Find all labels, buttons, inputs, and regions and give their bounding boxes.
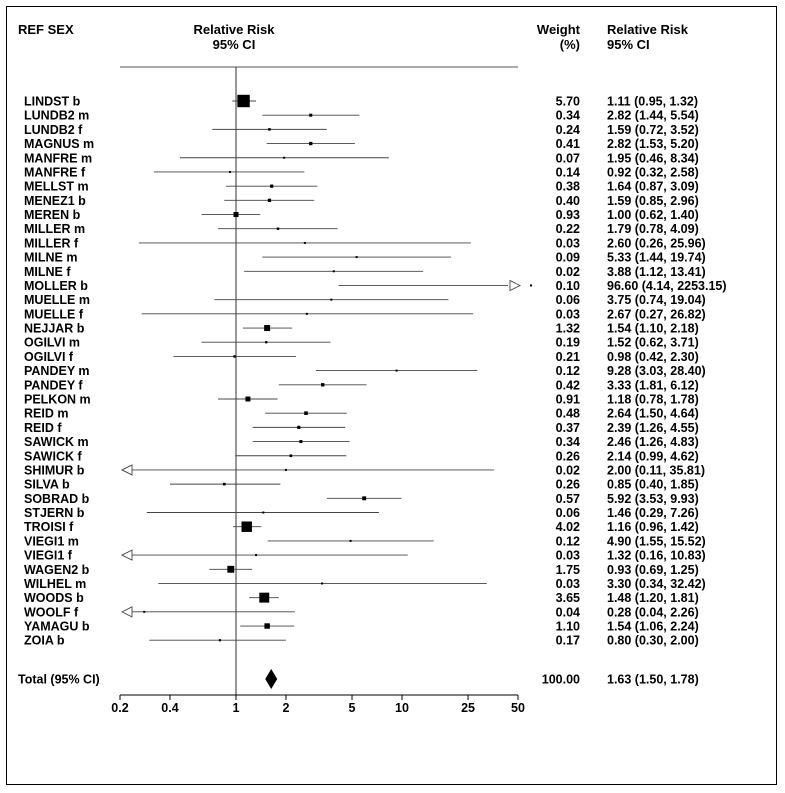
study-label: NEJJAR b [24,321,85,336]
study-weight: 0.40 [555,193,580,208]
x-tick-label: 2 [282,701,290,715]
study-label: MILLER f [24,236,79,251]
study-rr-ci: 1.48 (1.20, 1.81) [607,591,699,606]
study-weight: 0.03 [555,307,580,322]
point-estimate [268,128,271,131]
study-rr-ci: 0.28 (0.04, 2.26) [607,605,699,620]
study-weight: 0.07 [555,151,580,166]
total-diamond [265,669,277,689]
study-label: TROISI f [24,520,74,535]
study-rr-ci: 96.60 (4.14, 2253.15) [607,278,727,293]
study-rr-ci: 1.11 (0.95, 1.32) [607,94,699,109]
point-estimate [299,440,302,443]
study-rr-ci: 3.30 (0.34, 32.42) [607,576,706,591]
study-weight: 0.03 [555,236,580,251]
study-label: SAWICK f [24,449,82,464]
header-weight: Weight [536,22,580,37]
study-weight: 0.02 [555,264,580,279]
study-rr-ci: 2.82 (1.53, 5.20) [607,137,699,152]
study-weight: 0.03 [555,576,580,591]
point-estimate [285,469,287,471]
study-rr-ci: 1.79 (0.78, 4.09) [607,222,699,237]
study-rr-ci: 2.39 (1.26, 4.55) [607,420,699,435]
study-weight: 0.24 [555,122,580,137]
study-label: MILNE m [24,250,78,265]
x-tick-label: 0.2 [111,701,129,715]
point-estimate [306,313,308,315]
point-estimate [333,270,335,272]
study-weight: 1.75 [555,562,580,577]
study-label: STJERN b [24,506,85,521]
study-rr-ci: 2.00 (0.11, 35.81) [607,463,705,478]
ci-clip-arrow-left [122,607,132,617]
study-weight: 0.34 [555,108,580,123]
study-rr-ci: 1.52 (0.62, 3.71) [607,335,699,350]
study-weight: 0.21 [555,349,580,364]
study-rr-ci: 1.16 (0.96, 1.42) [607,520,699,535]
study-rr-ci: 1.59 (0.72, 3.52) [607,122,699,137]
study-weight: 0.48 [555,406,580,421]
study-label: MOLLER b [24,278,88,293]
study-weight: 0.12 [555,534,580,549]
study-weight: 0.14 [555,165,580,180]
header-rr-column-ci: 95% CI [607,37,650,52]
study-label: WILHEL m [24,576,87,591]
point-estimate [219,639,221,641]
x-tick-label: 0.4 [161,701,179,715]
point-estimate [223,483,226,486]
x-tick-label: 1 [232,701,240,715]
point-estimate [362,496,366,500]
study-rr-ci: 1.00 (0.62, 1.40) [607,208,699,223]
study-rr-ci: 3.75 (0.74, 19.04) [607,293,706,308]
study-rr-ci: 1.59 (0.85, 2.96) [607,193,699,208]
point-estimate [245,397,250,402]
study-label: MANFRE m [24,151,93,166]
point-estimate [237,95,249,107]
study-weight: 0.03 [555,548,580,563]
point-estimate [262,512,264,514]
study-label: REID m [24,406,69,421]
study-rr-ci: 3.33 (1.81, 6.12) [607,378,699,393]
study-weight: 0.57 [555,491,580,506]
study-label: SOBRAD b [24,491,90,506]
x-tick-label: 50 [511,701,525,715]
point-estimate [259,593,269,603]
point-estimate [350,540,352,542]
study-weight: 0.06 [555,293,580,308]
header-rr-column: Relative Risk [607,22,688,37]
study-weight: 0.06 [555,506,580,521]
study-label: MILNE f [24,264,71,279]
study-label: WOODS b [24,591,84,606]
study-weight: 1.32 [555,321,580,336]
study-weight: 0.41 [555,137,580,152]
study-weight: 0.02 [555,463,580,478]
point-estimate [143,611,145,613]
study-weight: 0.26 [555,477,580,492]
point-estimate [356,256,358,258]
ci-clip-arrow-left [122,465,132,475]
study-weight: 5.70 [555,94,580,109]
study-weight: 0.37 [555,420,580,435]
study-label: SAWICK m [24,435,89,450]
study-weight: 4.02 [555,520,580,535]
study-weight: 0.91 [555,392,580,407]
study-label: VIEGI1 m [24,534,79,549]
study-rr-ci: 9.28 (3.03, 28.40) [607,364,706,379]
study-rr-ci: 2.64 (1.50, 4.64) [607,406,699,421]
study-rr-ci: 2.60 (0.26, 25.96) [607,236,706,251]
point-estimate [268,199,271,202]
study-label: OGILVI f [24,349,74,364]
study-rr-ci: 1.54 (1.06, 2.24) [607,619,699,634]
study-label: SHIMUR b [24,463,85,478]
x-tick-label: 10 [395,701,409,715]
study-label: YAMAGU b [24,619,90,634]
total-rr-ci: 1.63 (1.50, 1.78) [607,672,699,687]
point-estimate [530,284,532,286]
ci-clip-arrow-right [510,280,520,290]
study-weight: 0.38 [555,179,580,194]
study-label: ZOIA b [24,633,65,648]
study-label: MELLST m [24,179,89,194]
study-label: WAGEN2 b [24,562,90,577]
point-estimate [321,582,323,584]
point-estimate [309,114,312,117]
ci-clip-arrow-left [122,550,132,560]
study-label: MAGNUS m [24,137,95,152]
point-estimate [277,227,279,229]
x-tick-label: 25 [461,701,475,715]
study-weight: 3.65 [555,591,580,606]
study-rr-ci: 1.32 (0.16, 10.83) [607,548,706,563]
point-estimate [229,171,231,173]
study-rr-ci: 0.92 (0.32, 2.58) [607,165,699,180]
study-rr-ci: 0.93 (0.69, 1.25) [607,562,699,577]
study-weight: 0.04 [555,605,580,620]
study-rr-ci: 2.14 (0.99, 4.62) [607,449,699,464]
study-rr-ci: 3.88 (1.12, 13.41) [607,264,706,279]
study-rr-ci: 1.54 (1.10, 2.18) [607,321,699,336]
point-estimate [255,554,257,556]
study-weight: 0.19 [555,335,580,350]
study-label: PANDEY f [24,378,83,393]
study-label: MENEZ1 b [24,193,86,208]
study-weight: 0.93 [555,208,580,223]
study-weight: 0.22 [555,222,580,237]
total-weight: 100.00 [541,672,580,687]
x-axis [111,695,525,715]
study-weight: 0.26 [555,449,580,464]
study-label: SILVA b [24,477,70,492]
point-estimate [321,383,324,386]
header-weight-unit: (%) [559,37,580,52]
study-label: OGILVI m [24,335,81,350]
study-rr-ci: 0.80 (0.30, 2.00) [607,633,699,648]
header-ref-sex: REF SEX [18,22,74,37]
study-label: MILLER m [24,222,86,237]
study-rr-ci: 2.82 (1.44, 5.54) [607,108,699,123]
study-label: PELKON m [24,392,91,407]
study-label: MUELLE f [24,307,84,322]
study-weight: 0.09 [555,250,580,265]
point-estimate [309,142,312,145]
point-estimate [304,242,306,244]
study-label: VIEGI1 f [24,548,72,563]
total-label: Total (95% CI) [18,672,100,687]
study-rows [18,67,727,695]
point-estimate [290,454,293,457]
header-relative-risk: Relative Risk [193,22,275,37]
point-estimate [264,325,270,331]
point-estimate [304,411,308,415]
study-weight: 0.10 [555,278,580,293]
study-rr-ci: 0.98 (0.42, 2.30) [607,349,699,364]
study-weight: 1.10 [555,619,580,634]
study-label: REID f [24,420,62,435]
study-rr-ci: 4.90 (1.55, 15.52) [607,534,706,549]
point-estimate [330,299,332,301]
study-weight: 0.17 [555,633,580,648]
point-estimate [264,623,269,628]
study-label: MEREN b [24,208,81,223]
point-estimate [265,341,267,343]
study-label: MUELLE m [24,293,90,308]
study-rr-ci: 0.85 (0.40, 1.85) [607,477,699,492]
study-weight: 0.12 [555,364,580,379]
point-estimate [234,212,239,217]
point-estimate [233,355,235,357]
study-weight: 0.34 [555,435,580,450]
x-tick-label: 5 [348,701,356,715]
study-rr-ci: 1.18 (0.78, 1.78) [607,392,699,407]
study-rr-ci: 2.67 (0.27, 26.82) [607,307,706,322]
study-label: PANDEY m [24,364,90,379]
study-weight: 0.42 [555,378,580,393]
point-estimate [241,521,251,531]
study-label: LUNDB2 f [24,122,83,137]
point-estimate [297,426,300,429]
study-label: LUNDB2 m [24,108,90,123]
study-label: LINDST b [24,94,81,109]
point-estimate [396,370,398,372]
study-rr-ci: 1.95 (0.46, 8.34) [607,151,699,166]
point-estimate [270,185,273,188]
study-rr-ci: 5.92 (3.53, 9.93) [607,491,699,506]
point-estimate [283,157,285,159]
study-label: MANFRE f [24,165,86,180]
study-label: WOOLF f [24,605,79,620]
study-rr-ci: 1.64 (0.87, 3.09) [607,179,699,194]
point-estimate [227,566,234,573]
study-rr-ci: 1.46 (0.29, 7.26) [607,506,699,521]
study-rr-ci: 2.46 (1.26, 4.83) [607,435,699,450]
header-95ci: 95% CI [212,37,256,52]
study-rr-ci: 5.33 (1.44, 19.74) [607,250,706,265]
